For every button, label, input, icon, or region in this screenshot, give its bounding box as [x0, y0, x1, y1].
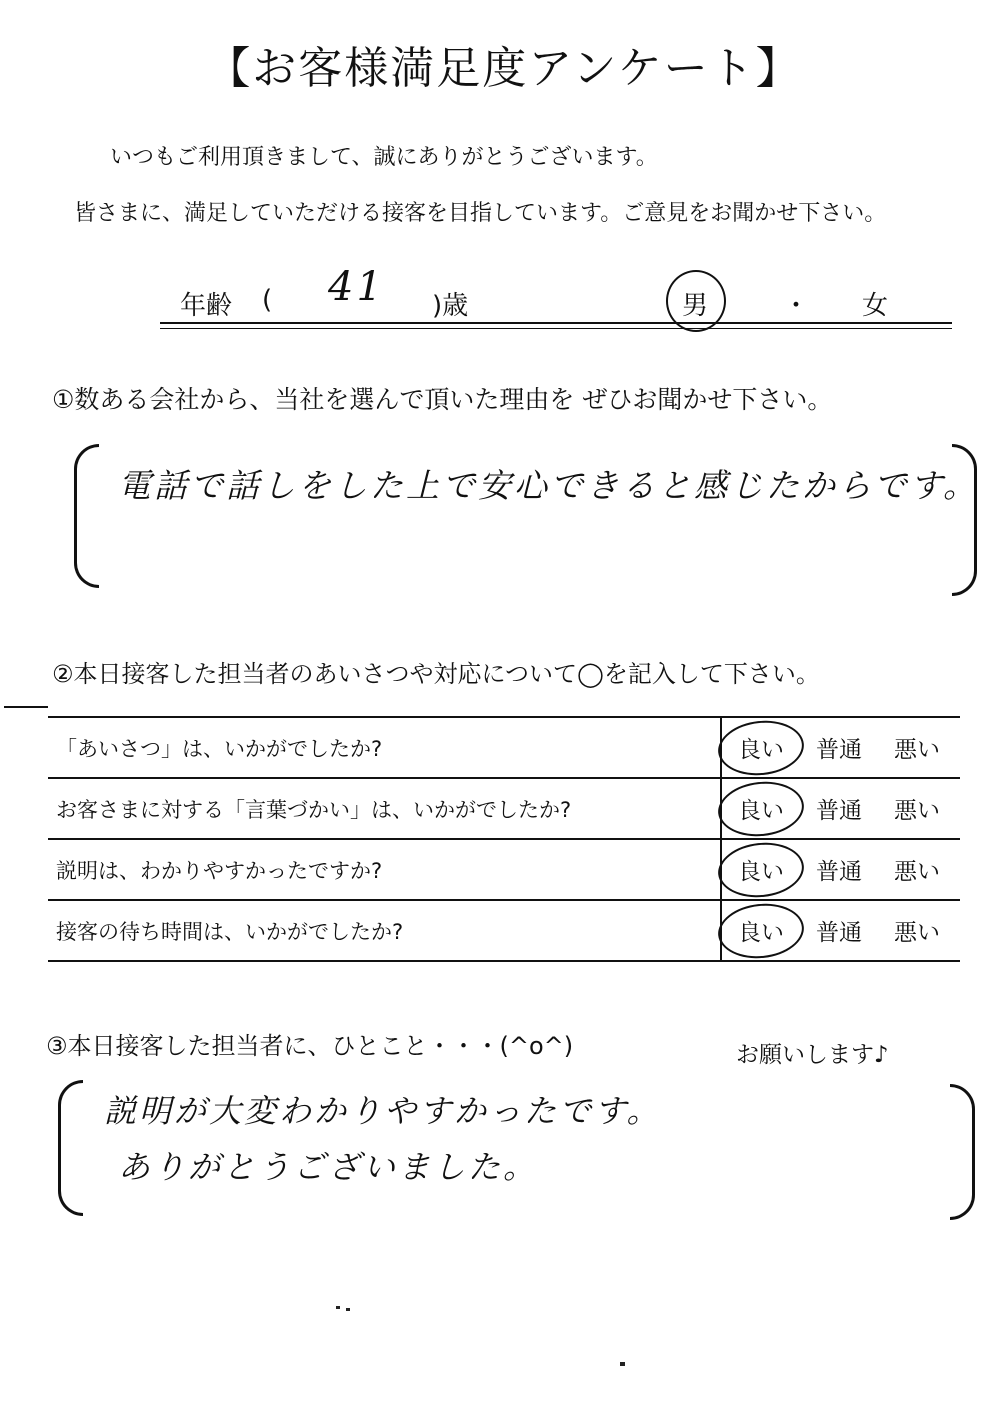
- survey-title: 【お客様満足度アンケート】: [206, 43, 802, 94]
- scan-speck: [620, 1362, 625, 1366]
- option-bad[interactable]: 悪い: [894, 859, 940, 885]
- rating-options: [721, 900, 960, 961]
- q3-request: お願いします♪: [736, 1042, 889, 1068]
- row-question: 「あいさつ」は、いかがでしたか?: [48, 717, 721, 778]
- q1-question: ①数ある会社から、当社を選んで頂いた理由を ぜひお聞かせ下さい。: [52, 385, 833, 414]
- row-question: 説明は、わかりやすかったですか?: [48, 839, 721, 900]
- option-good[interactable]: 良い: [722, 731, 800, 764]
- q3-bracket-left: [58, 1080, 83, 1216]
- rating-options: [721, 717, 960, 778]
- row-question: お客さまに対する「言葉づかい」は、いかがでしたか?: [48, 778, 721, 839]
- option-average[interactable]: 普通: [816, 798, 862, 824]
- table-row: [48, 778, 960, 839]
- q2-table-lead-rule: [4, 706, 48, 708]
- table-row: [48, 900, 960, 961]
- age-open-paren: (: [262, 285, 273, 315]
- selected-circle: [715, 838, 806, 901]
- selected-circle: [715, 899, 806, 962]
- option-average[interactable]: 普通: [816, 920, 862, 946]
- profile-underline: [160, 322, 952, 324]
- option-bad[interactable]: 悪い: [894, 798, 940, 824]
- selected-circle: [715, 777, 806, 840]
- age-value[interactable]: 41: [328, 264, 385, 310]
- profile-underline-thin: [160, 328, 952, 329]
- option-good[interactable]: 良い: [722, 914, 800, 947]
- q3-bracket-right: [950, 1084, 975, 1220]
- selected-circle: [715, 716, 806, 779]
- gender-female[interactable]: 女: [862, 291, 889, 321]
- table-row: [48, 717, 960, 778]
- intro-line-2: 皆さまに、満足していただける接客を目指しています。ご意見をお聞かせ下さい。: [74, 201, 887, 226]
- option-bad[interactable]: 悪い: [894, 920, 940, 946]
- rating-options: [721, 778, 960, 839]
- q3-answer-line-2[interactable]: ありがとうございました。: [118, 1148, 539, 1186]
- gender-male[interactable]: 男: [682, 291, 709, 321]
- q3-question: ③本日接客した担当者に、ひとこと・・・(^o^): [46, 1032, 574, 1060]
- q2-question: ②本日接客した担当者のあいさつや対応について◯を記入して下さい。: [52, 660, 820, 688]
- age-close-paren: )歳: [432, 291, 469, 321]
- age-label: 年齢: [180, 291, 233, 321]
- table-row: [48, 839, 960, 900]
- row-question: 接客の待ち時間は、いかがでしたか?: [48, 900, 721, 961]
- option-average[interactable]: 普通: [816, 737, 862, 763]
- rating-options: [721, 839, 960, 900]
- option-bad[interactable]: 悪い: [894, 737, 940, 763]
- gender-separator: ・: [783, 291, 810, 321]
- q1-bracket-left: [74, 444, 99, 588]
- q1-answer[interactable]: 電話で話しをした上で安心できると感じたからです。: [118, 466, 980, 505]
- intro-line-1: いつもご利用頂きまして、誠にありがとうございます。: [110, 145, 658, 170]
- option-average[interactable]: 普通: [816, 859, 862, 885]
- scan-speck: [336, 1306, 340, 1309]
- option-good[interactable]: 良い: [722, 853, 800, 886]
- option-good[interactable]: 良い: [722, 792, 800, 825]
- rating-table: [48, 716, 960, 962]
- scan-speck: [346, 1308, 350, 1311]
- q3-answer-line-1[interactable]: 説明が大変わかりやすかったです。: [104, 1092, 662, 1130]
